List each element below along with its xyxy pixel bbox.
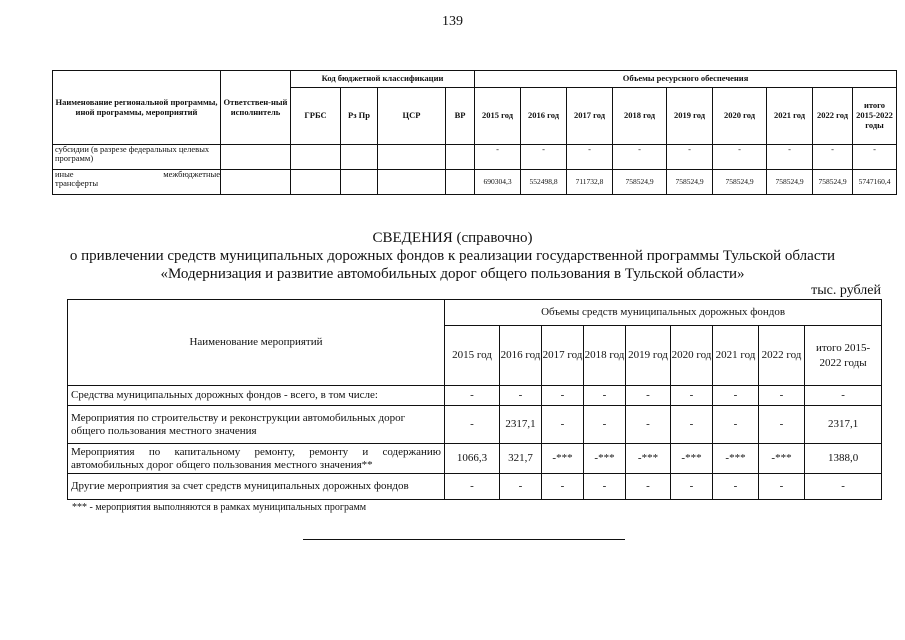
col-vr: ВР (446, 88, 475, 145)
table-row (68, 444, 882, 474)
road-funds-table (67, 299, 882, 500)
heading-program-name: «Модернизация и развитие автомобильных дорог общего пользования в Тульской области» (160, 266, 745, 282)
col-year: 2015 год (445, 326, 500, 386)
row-label: Другие мероприятия за счет средств муниципальных дорожных фондов (68, 474, 445, 500)
cell-value: - (667, 145, 713, 170)
col-total: итого 2015-2022 годы (805, 326, 882, 386)
cell-value: - (445, 406, 500, 444)
heading-title: СВЕДЕНИЯ (справочно) (372, 230, 533, 246)
cell-value: 758524,9 (813, 170, 853, 195)
cell-value: - (626, 406, 671, 444)
cell-value: 552498,8 (521, 170, 567, 195)
cell-value: 711732,8 (567, 170, 613, 195)
cell-value: - (805, 474, 882, 500)
cell-value: - (759, 406, 805, 444)
cell-value: - (767, 145, 813, 170)
row-label-part: иные (55, 169, 74, 179)
cell-value: 2317,1 (805, 406, 882, 444)
cell-value: 758524,9 (613, 170, 667, 195)
table-row (68, 406, 882, 444)
col-budget-code: Код бюджетной классификации (291, 71, 475, 88)
col-year: 2016 год (521, 88, 567, 145)
cell-value: -*** (671, 444, 713, 474)
cell-value: - (805, 386, 882, 406)
cell-value: 690304,3 (475, 170, 521, 195)
cell-value: -*** (626, 444, 671, 474)
units-label: тыс. рублей (811, 283, 881, 298)
col-grbs: ГРБС (291, 88, 341, 145)
cell-value: 321,7 (500, 444, 542, 474)
col-executor: Ответствен-ный исполнитель (221, 71, 291, 145)
cell-value: 758524,9 (713, 170, 767, 195)
cell-value: - (542, 474, 584, 500)
col-year: 2022 год (813, 88, 853, 145)
cell-value: -*** (584, 444, 626, 474)
col-year: 2020 год (671, 326, 713, 386)
cell-value: - (542, 386, 584, 406)
table-row (53, 170, 897, 195)
col-volumes: Объемы средств муниципальных дорожных фондов (445, 300, 882, 326)
col-year: 2017 год (567, 88, 613, 145)
table-row (53, 145, 897, 170)
cell-value: - (713, 386, 759, 406)
cell-value: - (584, 386, 626, 406)
col-year: 2019 год (626, 326, 671, 386)
divider-line (303, 539, 625, 540)
col-csr: ЦСР (378, 88, 446, 145)
cell-value: 2317,1 (500, 406, 542, 444)
row-label-part: трансферты (55, 178, 99, 189)
cell-value: -*** (713, 444, 759, 474)
col-resources: Объемы ресурсного обеспечения (475, 71, 897, 88)
row-label: Средства муниципальных дорожных фондов - всего, в том числе: (68, 386, 445, 406)
col-year: 2017 год (542, 326, 584, 386)
cell-value: - (853, 145, 897, 170)
row-label-part: межбюджетные (163, 169, 220, 179)
cell-value: - (759, 474, 805, 500)
col-total: итого 2015-2022 годы (853, 88, 897, 145)
col-year: 2015 год (475, 88, 521, 145)
page-number: 139 (442, 14, 463, 29)
row-label: Мероприятия по капитальному ремонту, ремонту и содержанию автомобильных дорог общего пользования местного значения** (68, 444, 445, 474)
cell-value: - (713, 406, 759, 444)
footnote: *** - мероприятия выполняются в рамках муниципальных программ (72, 502, 367, 513)
resource-table (52, 70, 897, 195)
cell-value: - (671, 386, 713, 406)
cell-value: 5747160,4 (853, 170, 897, 195)
col-name: Наименование мероприятий (68, 300, 445, 386)
cell-value: - (626, 474, 671, 500)
cell-value: - (500, 474, 542, 500)
heading-subtitle: о привлечении средств муниципальных дорожных фондов к реализации государственной программы Тульской области (69, 248, 836, 264)
cell-value: - (713, 474, 759, 500)
cell-value: - (613, 145, 667, 170)
cell-value: - (584, 474, 626, 500)
cell-value: - (813, 145, 853, 170)
col-year: 2018 год (584, 326, 626, 386)
cell-value: - (521, 145, 567, 170)
col-year: 2021 год (713, 326, 759, 386)
row-label (53, 170, 221, 195)
row-label: субсидии (в разрезе федеральных целевых программ) (53, 145, 221, 170)
cell-value: - (542, 406, 584, 444)
cell-value: - (500, 386, 542, 406)
col-year: 2016 год (500, 326, 542, 386)
col-year: 2020 год (713, 88, 767, 145)
cell-value: - (713, 145, 767, 170)
table-row (68, 386, 882, 406)
cell-value: -*** (542, 444, 584, 474)
col-year: 2021 год (767, 88, 813, 145)
cell-value: - (626, 386, 671, 406)
col-year: 2022 год (759, 326, 805, 386)
cell-value: - (671, 474, 713, 500)
cell-value: -*** (759, 444, 805, 474)
cell-value: - (445, 386, 500, 406)
col-year: 2018 год (613, 88, 667, 145)
table-row (68, 474, 882, 500)
col-rzpr: Рз Пр (341, 88, 378, 145)
cell-value: - (475, 145, 521, 170)
cell-value: 1388,0 (805, 444, 882, 474)
cell-value: - (567, 145, 613, 170)
cell-value: - (759, 386, 805, 406)
cell-value: 758524,9 (767, 170, 813, 195)
row-label: Мероприятия по строительству и реконструкции автомобильных дорог общего пользования местного значения (68, 406, 445, 444)
cell-value: 1066,3 (445, 444, 500, 474)
cell-value: - (671, 406, 713, 444)
cell-value: 758524,9 (667, 170, 713, 195)
cell-value: - (445, 474, 500, 500)
col-name: Наименование региональной программы, иной программы, мероприятий (53, 71, 221, 145)
cell-value: - (584, 406, 626, 444)
col-year: 2019 год (667, 88, 713, 145)
